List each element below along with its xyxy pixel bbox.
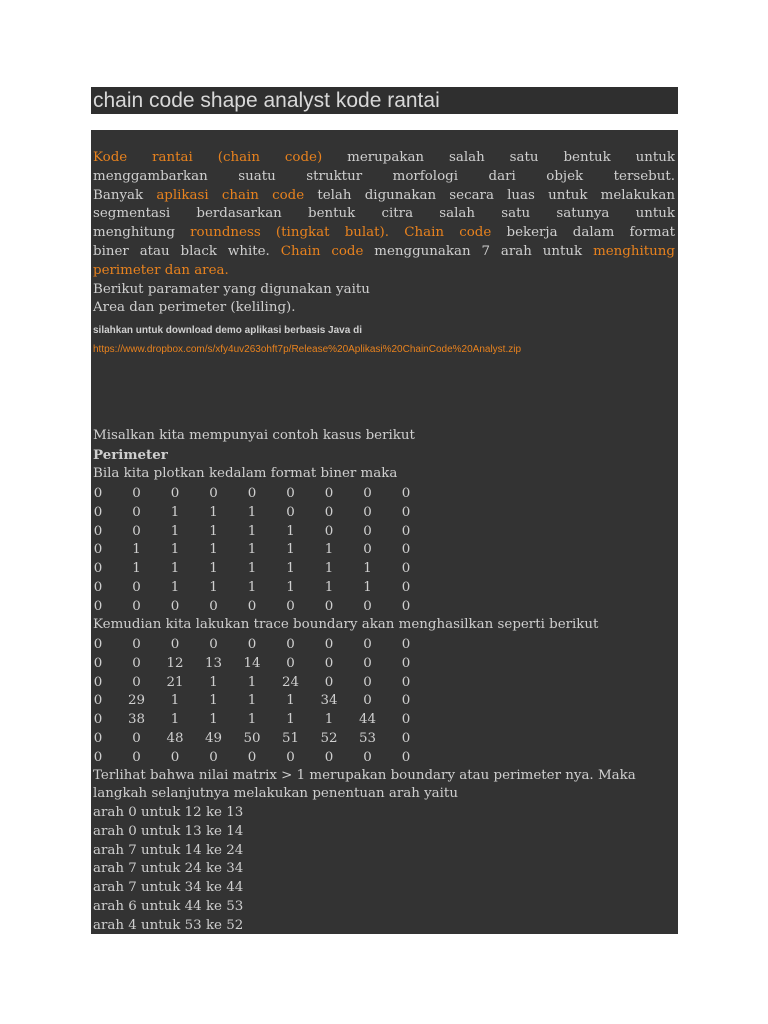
matrix-row <box>91 729 511 748</box>
direction-item: arah 0 untuk 13 ke 14 <box>93 823 244 839</box>
matrix-row <box>91 540 511 559</box>
matrix-cell: 0 <box>93 561 103 577</box>
direction-item: arah 7 untuk 34 ke 44 <box>93 880 244 896</box>
matrix-cell: 0 <box>93 637 103 652</box>
matrix-cell: 0 <box>363 637 372 652</box>
matrix-cell: 1 <box>286 542 295 558</box>
matrix-cell: 0 <box>93 523 103 539</box>
matrix-cell: 1 <box>324 542 334 558</box>
matrix-cell: 0 <box>132 655 141 671</box>
matrix-cell: 1 <box>286 580 295 595</box>
document-content <box>91 130 678 934</box>
trace-intro: Kemudian kita lakukan trace boundary akan menghasilkan seperti berikut <box>93 617 599 632</box>
matrix-cell: 0 <box>401 731 411 746</box>
matrix-cell: 0 <box>324 504 334 520</box>
intro-line-3 <box>93 187 675 206</box>
matrix-cell: 0 <box>401 580 411 595</box>
matrix-cell: 51 <box>281 731 300 746</box>
chain-code-term: Kode rantai (chain code) <box>93 150 323 165</box>
matrix-cell: 48 <box>166 731 184 746</box>
matrix-cell: 1 <box>209 542 218 558</box>
page-title: chain code shape analyst kode rantai <box>93 89 440 112</box>
direction-item: arah 7 untuk 14 ke 24 <box>93 842 244 858</box>
matrix-cell: 1 <box>247 580 257 595</box>
matrix-row <box>91 710 511 729</box>
intro-line-8: Berikut paramater yang digunakan yaitu <box>93 281 370 297</box>
matrix-cell: 0 <box>247 749 257 765</box>
direction-item: arah 4 untuk 53 ke 52 <box>93 917 244 933</box>
matrix-cell: 1 <box>247 561 257 577</box>
intro-paragraph <box>93 149 675 318</box>
matrix-cell: 0 <box>324 486 334 501</box>
matrix-cell: 0 <box>401 542 411 558</box>
matrix-cell: 0 <box>363 523 372 539</box>
matrix-cell: 0 <box>93 731 103 746</box>
matrix-row <box>91 654 511 673</box>
matrix-cell: 34 <box>320 693 338 709</box>
matrix-cell: 0 <box>324 655 334 671</box>
matrix-row <box>91 635 511 654</box>
matrix-cell: 1 <box>286 561 295 577</box>
matrix-cell: 1 <box>247 504 257 520</box>
matrix-cell: 52 <box>320 731 338 746</box>
intro-line-4: segmentasi berdasarkan bentuk citra salah satu satunya untuk <box>93 206 675 222</box>
direction-item: arah 0 untuk 12 ke 13 <box>93 805 244 820</box>
matrix-cell: 1 <box>170 504 180 520</box>
matrix-cell: 0 <box>401 693 411 709</box>
matrix-cell: 1 <box>132 542 141 558</box>
intro-text: menggunakan 7 arah untuk <box>363 243 594 259</box>
matrix-cell: 0 <box>286 655 295 671</box>
matrix-cell: 0 <box>93 693 103 709</box>
matrix-cell: 1 <box>247 523 257 539</box>
matrix-cell: 1 <box>247 542 257 558</box>
matrix-cell: 0 <box>363 749 372 765</box>
conclusion-line-2: langkah selanjutnya melakukan penentuan arah yaitu <box>93 786 458 801</box>
matrix-cell: 1 <box>363 580 372 595</box>
matrix-cell: 0 <box>132 749 141 765</box>
intro-line-2: menggambarkan suatu struktur morfologi dari objek tersebut. <box>93 168 675 184</box>
matrix-cell: 0 <box>170 749 180 765</box>
matrix-cell: 0 <box>324 674 334 690</box>
title-bar <box>91 87 678 114</box>
matrix-cell: 0 <box>132 598 141 614</box>
matrix-cell: 1 <box>209 561 218 577</box>
matrix-cell: 0 <box>170 637 180 652</box>
matrix-cell: 0 <box>363 504 372 520</box>
matrix-cell: 1 <box>170 580 180 595</box>
matrix-cell: 0 <box>93 580 103 595</box>
intro-text: biner atau black white. <box>93 243 281 259</box>
matrix-cell: 0 <box>132 523 141 539</box>
matrix-cell: 0 <box>286 504 295 520</box>
matrix-row <box>91 691 511 710</box>
intro-line-5 <box>93 224 675 243</box>
matrix-cell: 49 <box>204 731 223 746</box>
matrix-row <box>91 484 511 503</box>
matrix-row <box>91 578 511 597</box>
matrix-cell: 0 <box>401 504 411 520</box>
matrix-cell: 0 <box>209 486 218 501</box>
matrix-cell: 0 <box>247 486 257 501</box>
matrix-cell: 0 <box>132 674 141 690</box>
matrix-cell: 0 <box>286 598 295 614</box>
matrix-cell: 0 <box>401 598 411 614</box>
intro-line-1 <box>93 149 675 168</box>
matrix-cell: 0 <box>401 712 411 728</box>
matrix-cell: 13 <box>204 655 223 671</box>
intro-text: Banyak <box>93 187 157 203</box>
matrix-cell: 0 <box>132 637 141 652</box>
matrix-cell: 1 <box>170 542 180 558</box>
matrix-row <box>91 559 511 578</box>
matrix-cell: 0 <box>401 637 411 652</box>
matrix-cell: 0 <box>363 674 372 690</box>
matrix-cell: 1 <box>286 693 295 709</box>
matrix-cell: 1 <box>324 580 334 595</box>
matrix-cell: 0 <box>93 749 103 765</box>
matrix-cell: 0 <box>132 731 141 746</box>
intro-text: telah digunakan secara luas untuk melakukan <box>304 187 675 203</box>
matrix-cell: 14 <box>243 655 261 671</box>
matrix-cell: 12 <box>166 655 184 671</box>
matrix-cell: 38 <box>127 712 146 728</box>
matrix-cell: 1 <box>209 580 218 595</box>
matrix-cell: 53 <box>358 731 377 746</box>
matrix-cell: 1 <box>324 712 334 728</box>
aplikasi-link[interactable]: aplikasi chain code <box>156 187 305 203</box>
matrix-cell: 0 <box>209 749 218 765</box>
matrix-cell: 0 <box>324 598 334 614</box>
matrix-cell: 0 <box>286 749 295 765</box>
matrix-cell: 0 <box>401 655 411 671</box>
conclusion-line-1: Terlihat bahwa nilai matrix > 1 merupakan boundary atau perimeter nya. Maka <box>93 768 636 783</box>
matrix-cell: 1 <box>209 504 218 520</box>
intro-text: merupakan salah satu bentuk untuk <box>322 150 675 165</box>
matrix-cell: 0 <box>93 542 103 558</box>
matrix-cell: 1 <box>170 712 180 728</box>
roundness-term: roundness (tingkat bulat). Chain code <box>190 225 492 241</box>
intro-text: bekerja dalam format <box>491 225 675 241</box>
matrix-cell: 1 <box>363 561 372 577</box>
perimeter-heading: Perimeter <box>93 447 168 463</box>
binary-intro: Bila kita plotkan kedalam format biner maka <box>93 466 398 481</box>
matrix-cell: 0 <box>170 486 180 501</box>
matrix-cell: 0 <box>247 637 257 652</box>
matrix-cell: 1 <box>247 712 257 728</box>
matrix-cell: 1 <box>209 674 218 690</box>
matrix-cell: 0 <box>363 542 372 558</box>
matrix-cell: 0 <box>93 504 103 520</box>
matrix-cell: 0 <box>93 674 103 690</box>
matrix-cell: 21 <box>166 674 184 690</box>
matrix-row <box>91 503 511 522</box>
matrix-cell: 50 <box>243 731 261 746</box>
matrix-row <box>91 748 511 767</box>
matrix-cell: 0 <box>170 598 180 614</box>
matrix-cell: 44 <box>358 712 377 728</box>
matrix-cell: 0 <box>324 637 334 652</box>
direction-item: arah 6 untuk 44 ke 53 <box>93 898 244 914</box>
matrix-cell: 1 <box>324 561 334 577</box>
matrix-cell: 0 <box>363 693 372 709</box>
matrix-cell: 24 <box>281 674 300 690</box>
matrix-cell: 0 <box>401 749 411 765</box>
matrix-cell: 0 <box>209 637 218 652</box>
matrix-cell: 0 <box>247 598 257 614</box>
matrix-cell: 0 <box>209 598 218 614</box>
matrix-cell: 0 <box>324 523 334 539</box>
matrix-cell: 0 <box>363 655 372 671</box>
direction-item: arah 7 untuk 24 ke 34 <box>93 861 244 877</box>
matrix-cell: 0 <box>324 749 334 765</box>
matrix-cell: 0 <box>401 561 411 577</box>
matrix-cell: 1 <box>170 523 180 539</box>
matrix-cell: 0 <box>93 712 103 728</box>
matrix-cell: 0 <box>363 598 372 614</box>
chain-code-term-2: Chain code <box>280 243 364 259</box>
matrix-cell: 1 <box>132 561 141 577</box>
matrix-row <box>91 597 511 616</box>
matrix-cell: 0 <box>93 598 103 614</box>
matrix-cell: 29 <box>127 693 146 709</box>
intro-line-7: perimeter dan area. <box>93 262 229 278</box>
download-link[interactable]: https://www.dropbox.com/s/xfy4uv263ohft7p/Release%20Aplikasi%20ChainCode%20Analyst.zip <box>93 344 522 355</box>
matrix-cell: 0 <box>132 580 141 595</box>
intro-line-6 <box>93 243 675 262</box>
matrix-cell: 0 <box>401 486 411 501</box>
matrix-cell: 0 <box>286 637 295 652</box>
matrix-cell: 0 <box>286 486 295 501</box>
matrix-cell: 0 <box>401 523 411 539</box>
menghitung-term: menghitung <box>593 243 675 259</box>
matrix-cell: 0 <box>401 674 411 690</box>
matrix-row <box>91 673 511 692</box>
matrix-cell: 0 <box>93 655 103 671</box>
example-intro: Misalkan kita mempunyai contoh kasus berikut <box>93 428 415 443</box>
matrix-cell: 1 <box>170 693 180 709</box>
matrix-cell: 1 <box>170 561 180 577</box>
matrix-cell: 1 <box>286 712 295 728</box>
matrix-cell: 1 <box>247 693 257 709</box>
matrix-cell: 0 <box>363 486 372 501</box>
matrix-cell: 1 <box>209 712 218 728</box>
matrix-cell: 1 <box>247 674 257 690</box>
matrix-cell: 0 <box>93 486 103 501</box>
direction-list <box>93 804 675 934</box>
matrix-cell: 0 <box>132 504 141 520</box>
matrix-cell: 1 <box>209 693 218 709</box>
matrix-cell: 0 <box>132 486 141 501</box>
download-text: silahkan untuk download demo aplikasi berbasis Java di <box>93 325 362 336</box>
matrix-row <box>91 522 511 541</box>
intro-line-9: Area dan perimeter (keliling). <box>93 300 296 316</box>
intro-text: menghitung <box>93 225 191 241</box>
matrix-cell: 1 <box>286 523 295 539</box>
matrix-cell: 1 <box>209 523 218 539</box>
